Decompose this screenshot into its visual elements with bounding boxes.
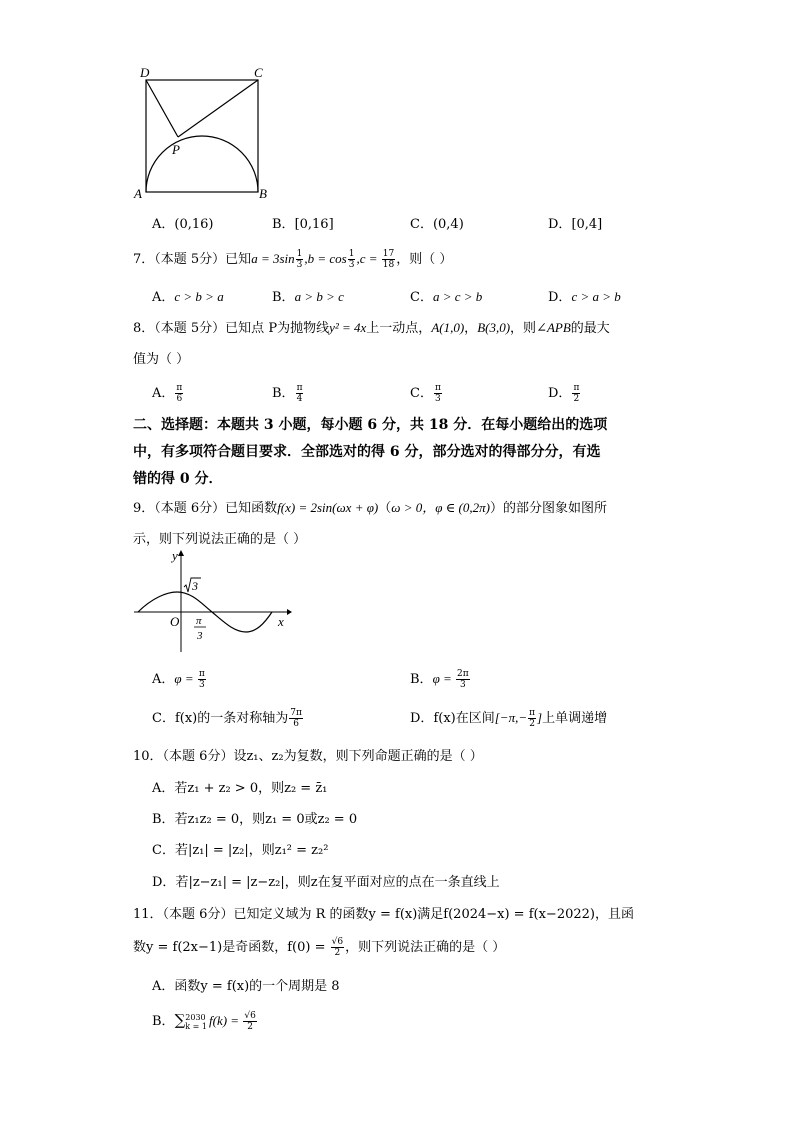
segment-dp bbox=[146, 80, 178, 137]
segment-cp bbox=[178, 80, 258, 137]
q8-option-c: C． $\frac{\pi}{3}$ bbox=[410, 383, 441, 404]
x-axis-arrow-icon bbox=[287, 609, 292, 615]
q9-stem-line2: 示，则下列说法正确的是（ ） bbox=[133, 532, 307, 547]
q8-option-d: D． $\frac{\pi}{2}$ bbox=[548, 383, 580, 404]
q9-option-a: A．φ = $\frac{\pi}{3}$ bbox=[152, 669, 205, 690]
y-axis-arrow-icon bbox=[178, 550, 184, 556]
q11-stem-line2: 数y = f(2x−1)是奇函数，f(0) = $\frac{√6}{2}$ ，则下列说法正确的是（ ） bbox=[133, 937, 506, 958]
q7-option-a: A．c > b > a bbox=[152, 289, 224, 305]
q6-option-a: A．(0,16) bbox=[152, 217, 214, 232]
fraction-17-18: $\frac{17}{18}$ bbox=[382, 249, 395, 270]
pi-denominator: 3 bbox=[197, 630, 203, 642]
q7-option-d: D．c > a > b bbox=[548, 289, 621, 305]
sqrt3-label: 3 bbox=[192, 579, 198, 593]
q9-option-b: B．φ = $\frac{2\pi}{3}$ bbox=[410, 669, 469, 690]
q10-option-d: D．若|z−z₁| = |z−z₂|，则z在复平面对应的点在一条直线上 bbox=[152, 875, 500, 890]
q7-option-c: C．a > c > b bbox=[410, 289, 483, 305]
label-b: B bbox=[259, 186, 267, 201]
q11-option-b: B．∑ 2030 k = 1 f(k) = $\frac{√6}{2}$ bbox=[152, 1011, 256, 1032]
q9-option-d: D．f(x)在区间[−π,− $\frac{\pi}{2}$ ]上单调递增 bbox=[410, 708, 608, 729]
q10-option-a: A．若z₁ + z₂ > 0，则z₂ = z̄₁ bbox=[152, 781, 328, 796]
fraction-one-third: $\frac{1}{3}$ bbox=[348, 249, 355, 270]
q11-option-a: A．函数y = f(x)的一个周期是 8 bbox=[152, 979, 340, 994]
semicircle bbox=[146, 136, 258, 192]
q8-stem-line2: 值为（ ） bbox=[133, 352, 190, 367]
q11-stem-line1: 11．（本题 6分）已知定义域为 R 的函数y = f(x)满足f(2024−x) = f(x−2022)，且函 bbox=[133, 907, 634, 922]
section2-heading-line2: 中，有多项符合题目要求．全部选对的得 6 分，部分选对的得部分分，有选 bbox=[133, 444, 601, 460]
square-semicircle-figure bbox=[132, 62, 277, 202]
q8-option-b: B． $\frac{\pi}{4}$ bbox=[272, 383, 303, 404]
q6-option-c: C．(0,4) bbox=[410, 217, 464, 232]
q8-option-a: A． $\frac{\pi}{6}$ bbox=[152, 383, 183, 404]
label-a: A bbox=[134, 186, 142, 201]
q9-stem-line1: 9．（本题 6分）已知函数f(x) = 2sin(ωx + φ)（ω > 0，φ ∈ (0,2π)）的部分图象如图所 bbox=[133, 500, 607, 516]
x-axis-label: x bbox=[278, 614, 284, 629]
origin-label: O bbox=[170, 614, 180, 629]
q10-option-b: B．若z₁z₂ = 0，则z₁ = 0或z₂ = 0 bbox=[152, 812, 358, 827]
section2-heading-line1: 二、选择题：本题共 3 小题，每小题 6 分，共 18 分．在每小题给出的选项 bbox=[133, 417, 608, 433]
q6-option-d: D．[0,4] bbox=[548, 217, 603, 232]
q6-option-b: B．[0,16] bbox=[272, 217, 334, 232]
q9-option-c: C．f(x)的一条对称轴为 $\frac{7\pi}{6}$ bbox=[152, 708, 302, 729]
label-p: P bbox=[172, 142, 180, 157]
y-axis-label: y bbox=[172, 548, 178, 563]
section2-heading-line3: 错的得 0 分． bbox=[133, 471, 223, 487]
q10-option-c: C．若|z₁| = |z₂|，则z₁² = z₂² bbox=[152, 843, 329, 858]
label-c: C bbox=[254, 65, 263, 80]
sine-graph bbox=[132, 548, 292, 656]
label-d: D bbox=[140, 65, 150, 80]
q8-stem-line1: 8．（本题 5分）已知点 P为抛物线y² = 4x上一动点，A(1,0)，B(3,0)，则∠APB的最大 bbox=[133, 320, 610, 336]
q10-stem: 10．（本题 6分）设z₁、z₂为复数，则下列命题正确的是（ ） bbox=[133, 749, 483, 764]
fraction-one-third: $\frac{1}{3}$ bbox=[296, 249, 303, 270]
pi-numerator: π bbox=[196, 615, 202, 627]
q7-option-b: B．a > b > c bbox=[272, 289, 344, 305]
q7-stem: 7．（本题 5分）已知a = 3sin $\frac{1}{3}$ ,b = cos $\frac{1}{3}$ ,c = $\frac{17}{18}$ ，则（ ） bbox=[133, 249, 453, 270]
